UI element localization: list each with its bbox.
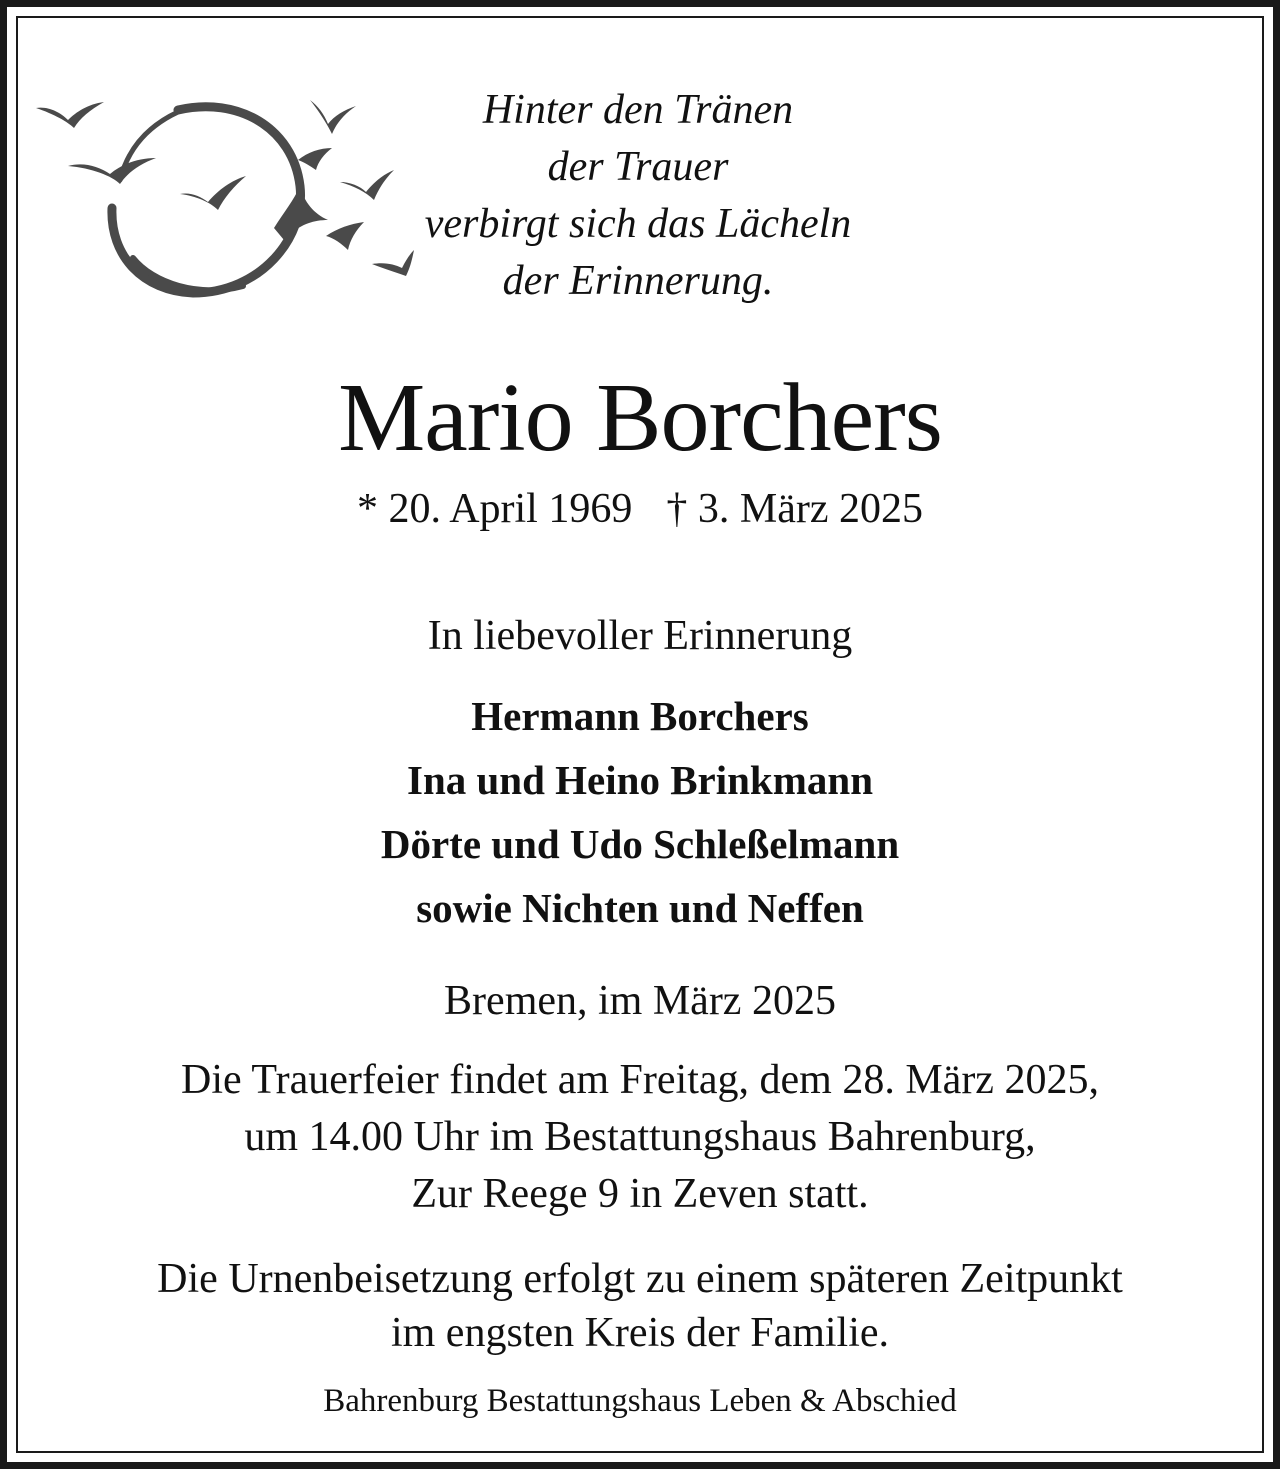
mourners-list <box>0 684 1280 940</box>
poem-line: Hinter den Tränen <box>482 87 794 133</box>
urn-line: im engsten Kreis der Familie. <box>390 1310 890 1356</box>
intro-text: In liebevoller Erinnerung <box>427 613 853 659</box>
mourner: Ina und Heino Brinkmann <box>407 757 873 803</box>
mourner: sowie Nichten und Neffen <box>416 885 864 931</box>
poem-line: verbirgt sich das Lächeln <box>424 201 852 247</box>
life-dates <box>0 482 1280 536</box>
urn-line: Die Urnenbeisetzung erfolgt zu einem späteren Zeitpunkt <box>157 1256 1123 1302</box>
place-date: Bremen, im März 2025 <box>444 978 836 1024</box>
funeral-home-footer: Bahrenburg Bestattungshaus Leben & Abschied <box>323 1383 957 1419</box>
poem-line: der Erinnerung. <box>502 258 774 304</box>
funeral-notice <box>0 1052 1280 1223</box>
mourner: Dörte und Udo Schleßelmann <box>380 821 900 867</box>
poem <box>278 82 998 310</box>
birth-date: * 20. April 1969 <box>357 486 633 532</box>
mourner: Hermann Borchers <box>471 693 809 739</box>
deceased-name: Mario Borchers <box>338 364 942 472</box>
funeral-line: Zur Reege 9 in Zeven statt. <box>411 1171 869 1217</box>
urn-notice <box>0 1252 1280 1360</box>
poem-line: der Trauer <box>547 144 729 190</box>
funeral-line: Die Trauerfeier findet am Freitag, dem 28. März 2025, <box>181 1057 1099 1103</box>
funeral-line: um 14.00 Uhr im Bestattungshaus Bahrenburg, <box>244 1114 1036 1160</box>
death-date: † 3. März 2025 <box>666 486 923 532</box>
